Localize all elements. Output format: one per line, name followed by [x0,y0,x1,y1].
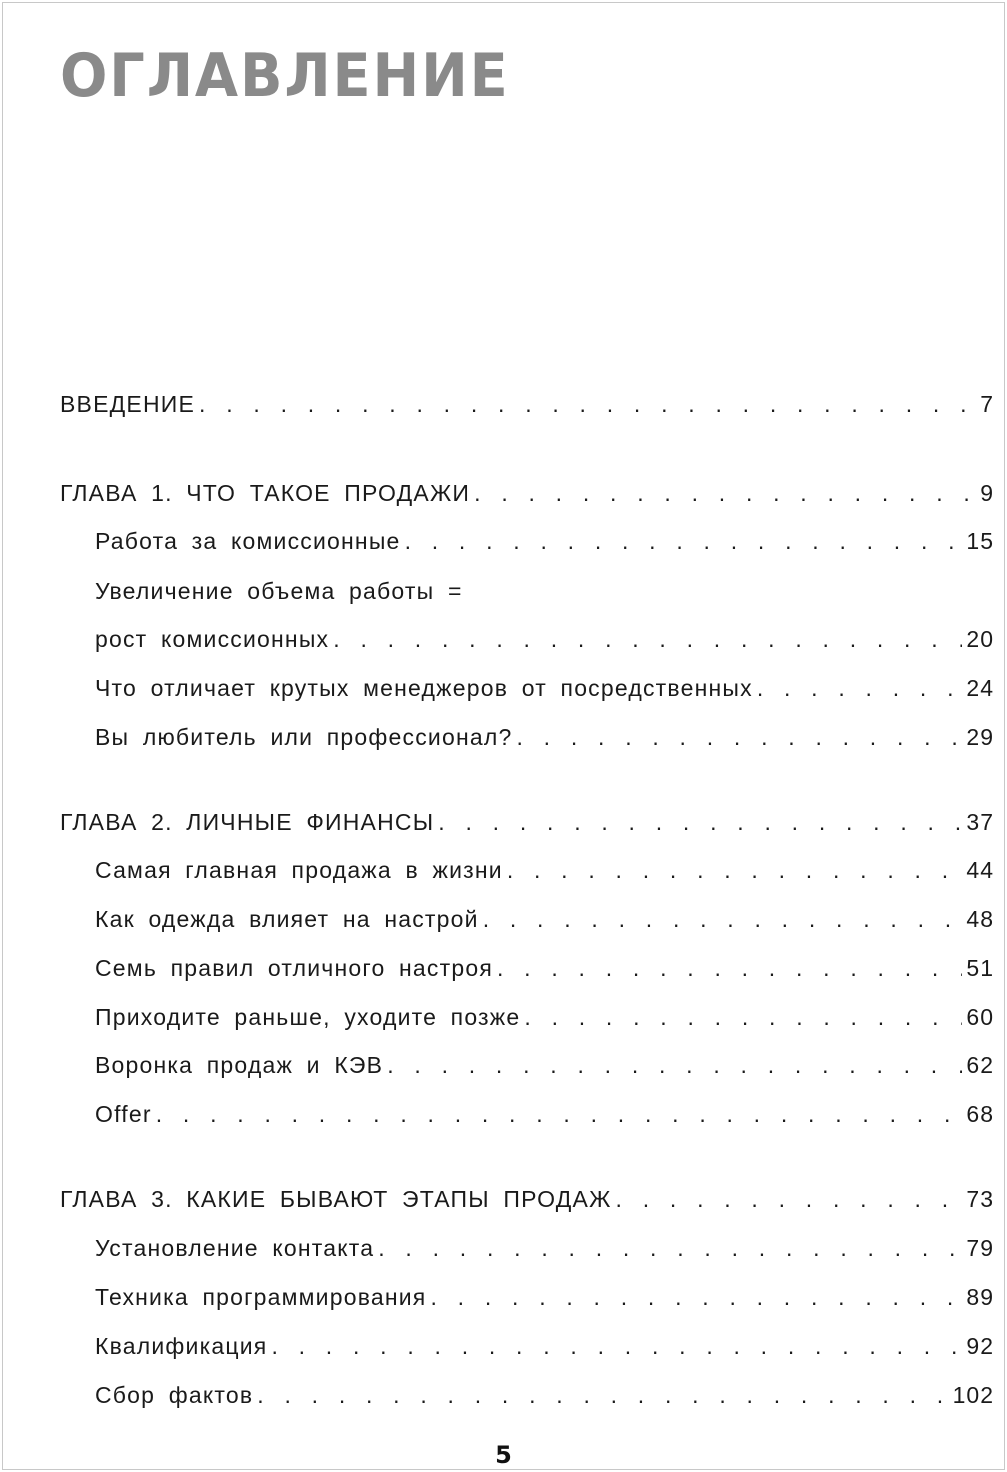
dot-leader [156,1103,963,1126]
toc-entry-label: Сбор фактов [95,1382,254,1408]
toc-entry-label: Семь правил отличного настроя [95,955,493,981]
toc-page-number: 29 [966,724,994,750]
toc-entry-label: ГЛАВА 3. КАКИЕ БЫВАЮТ ЭТАПЫ ПРОДАЖ [60,1186,612,1212]
toc-page-number: 62 [966,1052,994,1078]
toc-page-number: 79 [966,1235,994,1261]
toc-entry-chapter-1[interactable] [60,482,994,505]
dot-leader [516,726,962,749]
dot-leader [616,1188,963,1211]
toc-entry-chapter-3[interactable] [60,1188,994,1211]
toc-entry-intro[interactable] [60,393,994,416]
toc-page-number: 37 [966,809,994,835]
dot-leader [474,482,976,505]
dot-leader [483,908,963,931]
toc-entry-section[interactable] [95,628,994,651]
toc-page-number: 48 [966,906,994,932]
toc-page-number: 44 [966,857,994,883]
toc-entry-label: рост комиссионных [95,626,330,652]
toc-entry-chapter-2[interactable] [60,811,994,834]
dot-leader [199,393,976,416]
toc-page-number: 7 [980,391,994,417]
toc-entry-label: Offer [95,1101,152,1127]
toc-entry-label: Вы любитель или профессионал? [95,724,513,750]
toc-entry-section[interactable] [95,726,994,749]
dot-leader [378,1237,962,1260]
dot-leader [524,1006,962,1029]
toc-entry-section[interactable] [95,1006,994,1029]
dot-leader [257,1384,948,1407]
toc-entry-label: Как одежда влияет на настрой [95,906,479,932]
dot-leader [333,628,962,651]
toc-page-number: 68 [966,1101,994,1127]
toc-entry-label: Работа за комиссионные [95,528,401,554]
toc-entry-label: Что отличает крутых менеджеров от посредственных [95,675,753,701]
toc-page-number: 9 [980,480,994,506]
dot-leader [507,859,963,882]
dot-leader [387,1054,962,1077]
toc-entry-section[interactable] [95,1286,994,1309]
toc-entry-label: ГЛАВА 2. ЛИЧНЫЕ ФИНАНСЫ [60,809,435,835]
toc-entry-section[interactable] [95,530,994,553]
toc-page-number: 73 [966,1186,994,1212]
dot-leader [430,1286,962,1309]
dot-leader [405,530,963,553]
toc-entry-label: Приходите раньше, уходите позже [95,1004,521,1030]
toc-entry-section[interactable] [95,677,994,700]
toc-entry-section[interactable] [95,908,994,931]
toc-entry-label: Установление контакта [95,1235,375,1261]
toc-entry-label: Воронка продаж и КЭВ [95,1052,384,1078]
toc-page-number: 20 [966,626,994,652]
toc-entry-section[interactable] [95,1335,994,1358]
dot-leader [497,957,962,980]
toc-entry-section[interactable] [95,859,994,882]
toc-entry-label: ГЛАВА 1. ЧТО ТАКОЕ ПРОДАЖИ [60,480,471,506]
dot-leader [757,677,963,700]
toc-page-number: 102 [952,1382,994,1408]
toc-entry-section[interactable] [95,1103,994,1126]
toc-entry-label: Техника программирования [95,1284,427,1310]
toc-page-number: 89 [966,1284,994,1310]
dot-leader [271,1335,962,1358]
toc-entry-label: ВВЕДЕНИЕ [60,391,196,417]
toc-page-number: 15 [966,528,994,554]
toc-entry-section[interactable] [95,1384,994,1407]
toc-page-number: 92 [966,1333,994,1359]
toc-page-number: 60 [966,1004,994,1030]
toc-entry-label: Самая главная продажа в жизни [95,857,503,883]
toc-page-number: 24 [966,675,994,701]
toc-entry-label-line1[interactable]: Увеличение объема работы = [95,578,463,604]
page-number: 5 [495,1441,512,1469]
toc-entry-label: Квалификация [95,1333,268,1359]
page-title: ОГЛАВЛЕНИЕ [60,41,510,111]
toc-entry-section[interactable] [95,957,994,980]
toc-entry-section[interactable] [95,1237,994,1260]
toc-page-number: 51 [966,955,994,981]
dot-leader [438,811,962,834]
toc-entry-section[interactable] [95,1054,994,1077]
